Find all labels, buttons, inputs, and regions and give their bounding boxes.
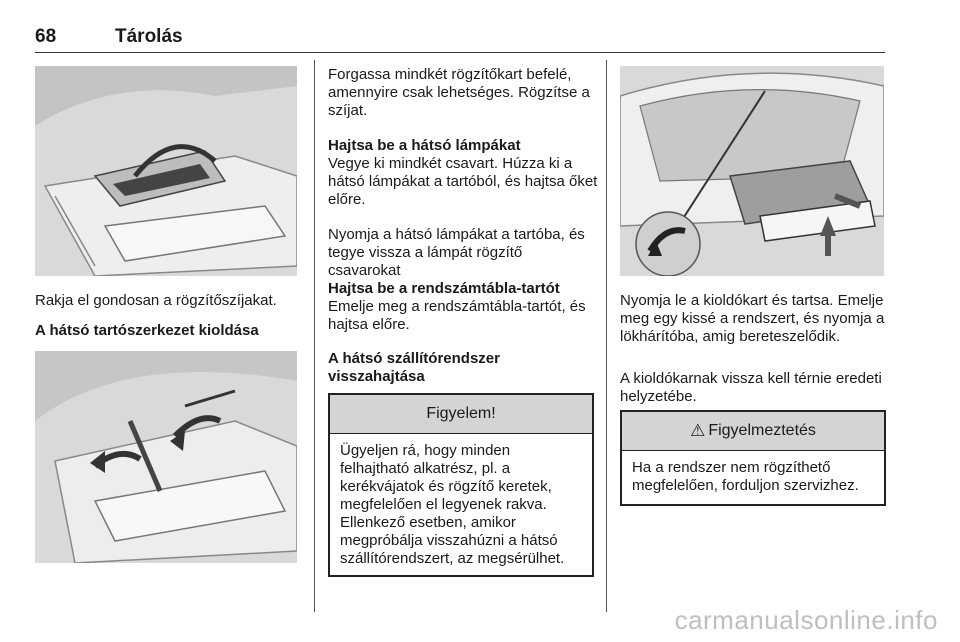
illustration-strap-stowing: [35, 66, 297, 276]
page-title: Tárolás: [115, 26, 183, 47]
page-header: [35, 24, 885, 53]
paragraph-lift-plate: Emelje meg a rendszámtábla-tartót, és hajtsa előre.: [328, 298, 586, 333]
paragraph-rotate-levers: Forgassa mindkét rögzítőkart befelé, amennyire csak lehetséges. Rögzítse a szíjat.: [328, 66, 590, 119]
warning-triangle-icon: ⚠: [690, 421, 706, 440]
paragraph-remove-screws: Vegye ki mindkét csavart. Húzza ki a hátsó lámpákat a tartóból, és hajtsa őket előre.: [328, 155, 598, 208]
caution-body: Ügyeljen rá, hogy minden felhajtható alkatrész, pl. a kerékvájatok és rögzítő keretek, megfelelően el legyenek rakva. Ellenkező esetben, amikor megpróbálja visszahúzni a hátsó szállítórendszert, az megsérülhet.: [340, 442, 565, 567]
warning-box: [620, 410, 886, 506]
section-heading-retract: A hátsó szállítórendszer visszahajtása: [328, 350, 500, 385]
paragraph-lever-returns: A kioldókarnak vissza kell térnie eredeti helyzetébe.: [620, 370, 882, 405]
caution-title: Figyelem!: [330, 395, 592, 434]
section-heading-fold-plate: Hajtsa be a rendszámtábla-tartót: [328, 280, 560, 297]
column-divider-1: [314, 60, 315, 612]
caption-strap: Rakja el gondosan a rögzítőszíjakat.: [35, 292, 277, 309]
warning-header: [622, 412, 884, 451]
section-heading-fold-lamps: Hajtsa be a hátsó lámpákat: [328, 137, 521, 154]
watermark: carmanualsonline.info: [674, 605, 938, 635]
section-heading-release: A hátsó tartószerkezet kioldása: [35, 322, 259, 339]
illustration-push-into-bumper: [620, 66, 884, 276]
illustration-release-frame: [35, 351, 297, 563]
warning-title: Figyelmeztetés: [708, 422, 816, 439]
caution-box: [328, 393, 594, 577]
paragraph-press-lamps: Nyomja a hátsó lámpákat a tartóba, és tegye vissza a lámpát rögzítő csavarokat: [328, 226, 585, 279]
column-divider-2: [606, 60, 607, 612]
warning-body: Ha a rendszer nem rögzíthető megfelelően, forduljon szervizhez.: [632, 459, 859, 494]
page-number: 68: [35, 26, 57, 47]
paragraph-press-release-lever: Nyomja le a kioldókart és tartsa. Emelje meg egy kissé a rendszert, és nyomja a lökhárítóba, amig bereteszelődik.: [620, 292, 885, 345]
